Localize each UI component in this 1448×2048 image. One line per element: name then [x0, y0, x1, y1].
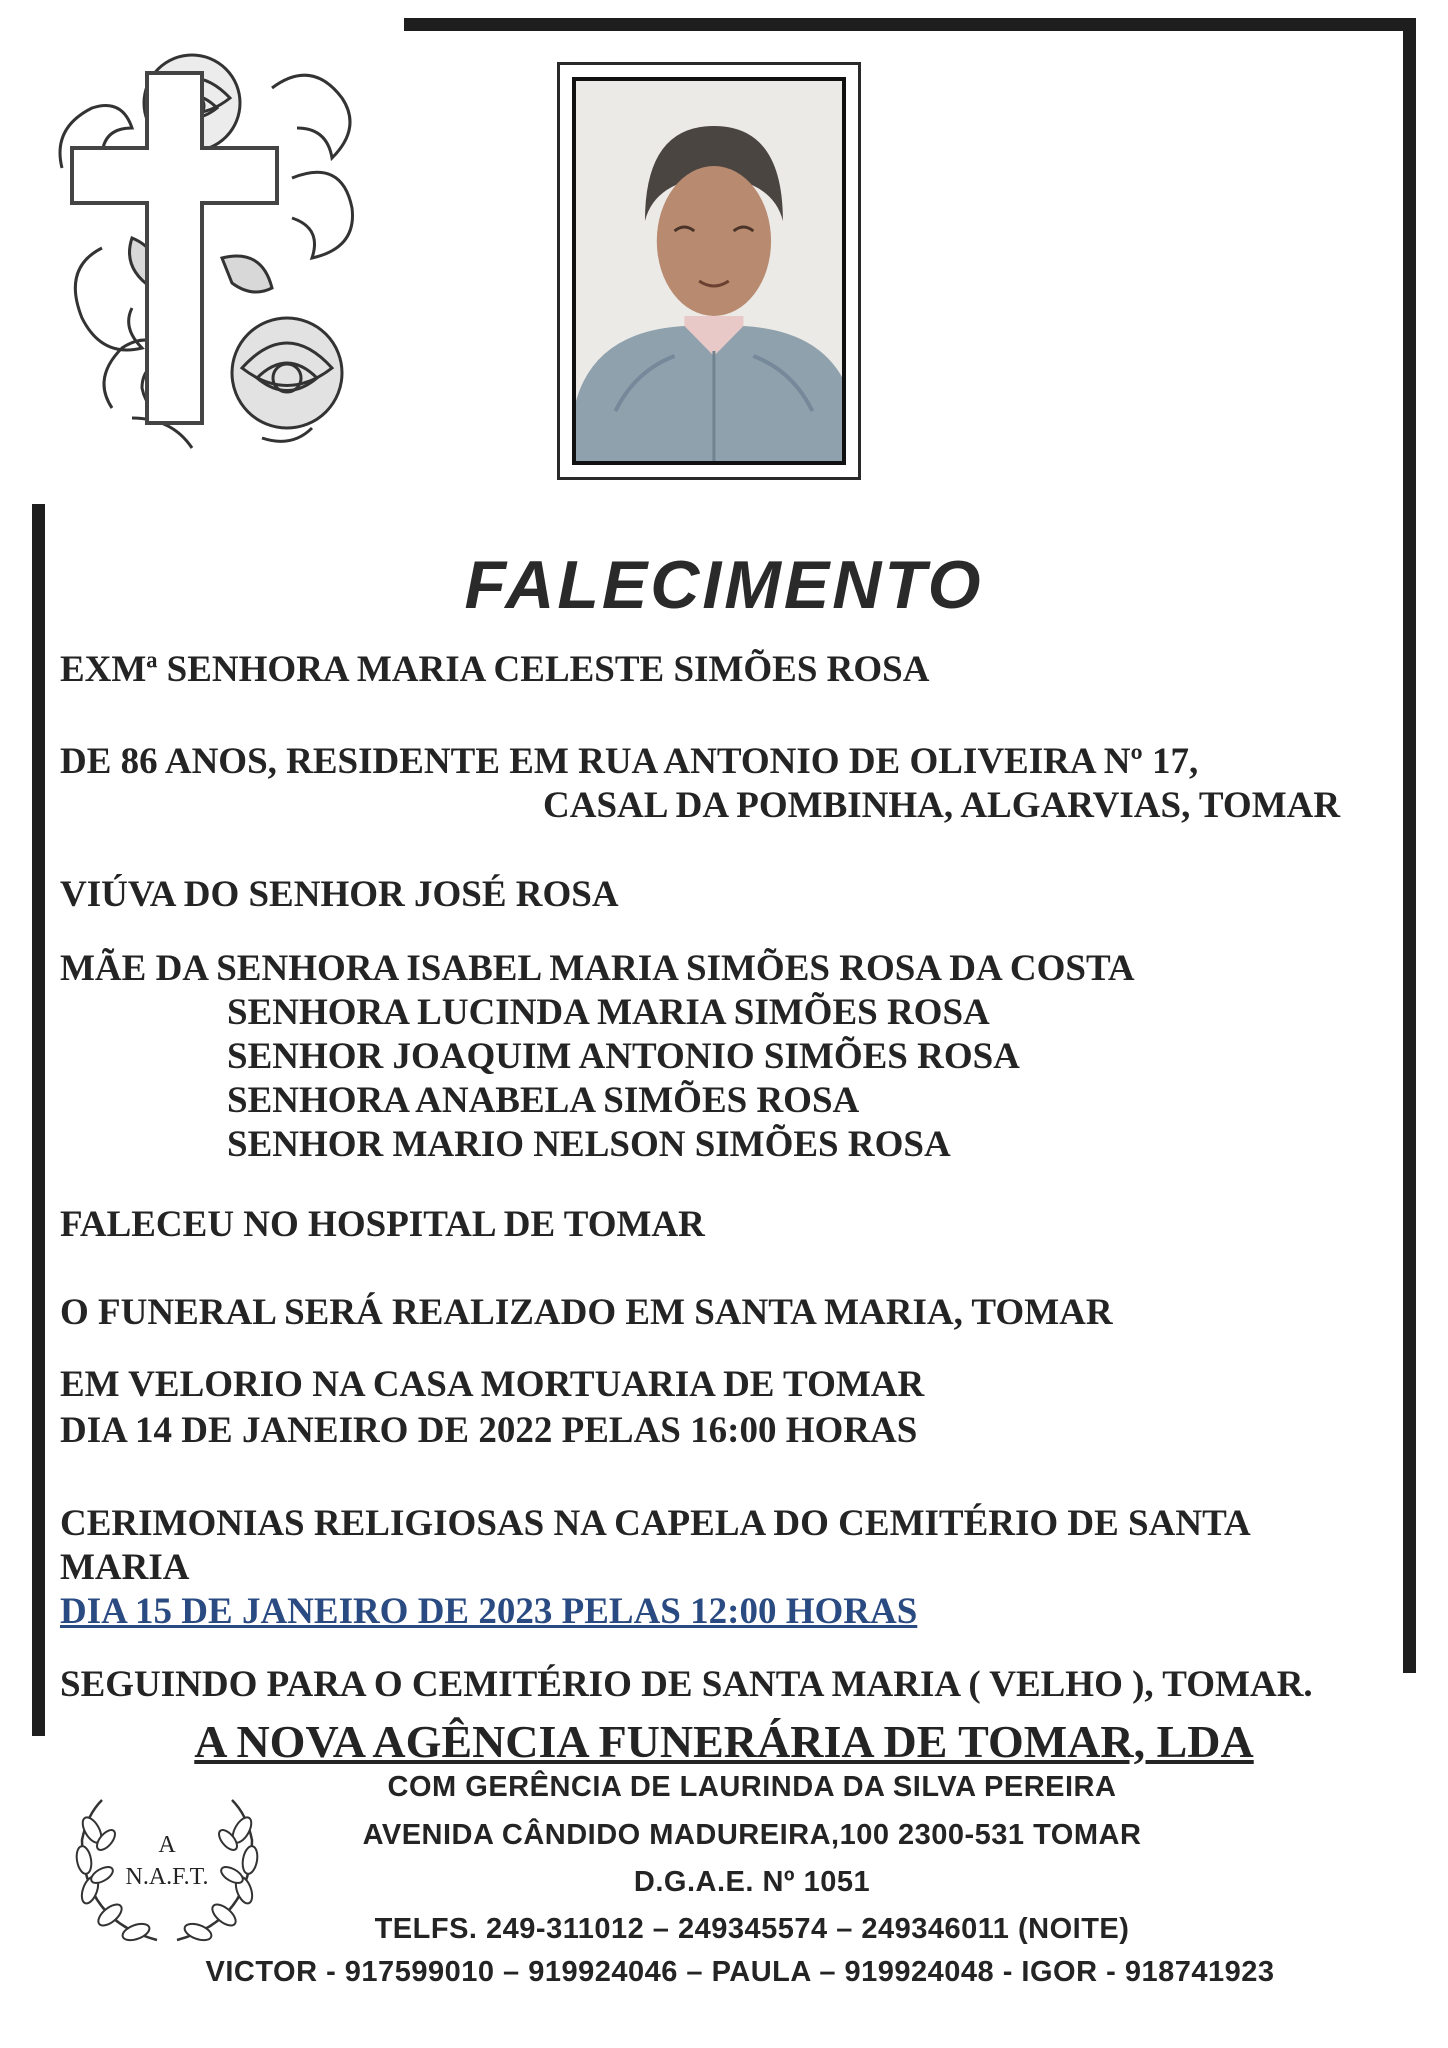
ceremony-date-line: DIA 15 DE JANEIRO DE 2023 PELAS 12:00 HORAS: [60, 1591, 918, 1632]
portrait-image-icon: [576, 81, 842, 461]
frame-left-line: [32, 504, 45, 1736]
page-title: FALECIMENTO: [464, 547, 984, 623]
agency-address: AVENIDA CÂNDIDO MADUREIRA,100 2300-531 TOMAR: [362, 1819, 1142, 1851]
mother-first-line: MÃE DA SENHORA ISABEL MARIA SIMÕES ROSA DA COSTA: [60, 948, 1135, 989]
deceased-name-line: EXMª SENHORA MARIA CELESTE SIMÕES ROSA: [60, 649, 930, 690]
wake-line-2: DIA 14 DE JANEIRO DE 2022 PELAS 16:00 HORAS: [60, 1410, 918, 1451]
child-line: SENHORA LUCINDA MARIA SIMÕES ROSA: [227, 992, 990, 1033]
cross-roses-ornament-icon: [42, 28, 382, 468]
portrait-frame: [557, 62, 861, 480]
died-line: FALECEU NO HOSPITAL DE TOMAR: [60, 1204, 705, 1245]
agency-contacts: VICTOR - 917599010 – 919924046 – PAULA – 919924048 - IGOR - 918741923: [205, 1956, 1275, 1988]
logo-text: N.A.F.T.: [125, 1864, 209, 1890]
agency-name: A NOVA AGÊNCIA FUNERÁRIA DE TOMAR, LDA: [194, 1716, 1254, 1767]
child-line: SENHOR MARIO NELSON SIMÕES ROSA: [227, 1124, 951, 1165]
address-line-2: CASAL DA POMBINHA, ALGARVIAS, TOMAR: [543, 785, 1341, 826]
child-line: SENHOR JOAQUIM ANTONIO SIMÕES ROSA: [227, 1036, 1020, 1077]
wake-line-1: EM VELORIO NA CASA MORTUARIA DE TOMAR: [60, 1364, 925, 1405]
frame-right-line: [1403, 18, 1416, 1673]
agency-phones: TELFS. 249-311012 – 249345574 – 249346011 (NOITE): [374, 1913, 1130, 1945]
ceremony-line-2: MARIA: [60, 1547, 190, 1588]
widow-line: VIÚVA DO SENHOR JOSÉ ROSA: [60, 874, 619, 915]
logo-letter: A: [158, 1832, 176, 1858]
agency-manager: COM GERÊNCIA DE LAURINDA DA SILVA PEREIRA: [387, 1771, 1117, 1803]
ceremony-line-1: CERIMONIAS RELIGIOSAS NA CAPELA DO CEMITÉRIO DE SANTA: [60, 1503, 1251, 1544]
naft-logo: [62, 1790, 272, 1955]
frame-top-line: [404, 18, 1416, 31]
agency-dgae: D.G.A.E. Nº 1051: [633, 1866, 871, 1898]
child-line: SENHORA ANABELA SIMÕES ROSA: [227, 1080, 860, 1121]
portrait-photo: [572, 77, 846, 465]
address-line-1: DE 86 ANOS, RESIDENTE EM RUA ANTONIO DE OLIVEIRA Nº 17,: [60, 741, 1199, 782]
following-line: SEGUINDO PARA O CEMITÉRIO DE SANTA MARIA ( VELHO ), TOMAR.: [60, 1664, 1313, 1705]
funeral-line: O FUNERAL SERÁ REALIZADO EM SANTA MARIA, TOMAR: [60, 1292, 1113, 1333]
